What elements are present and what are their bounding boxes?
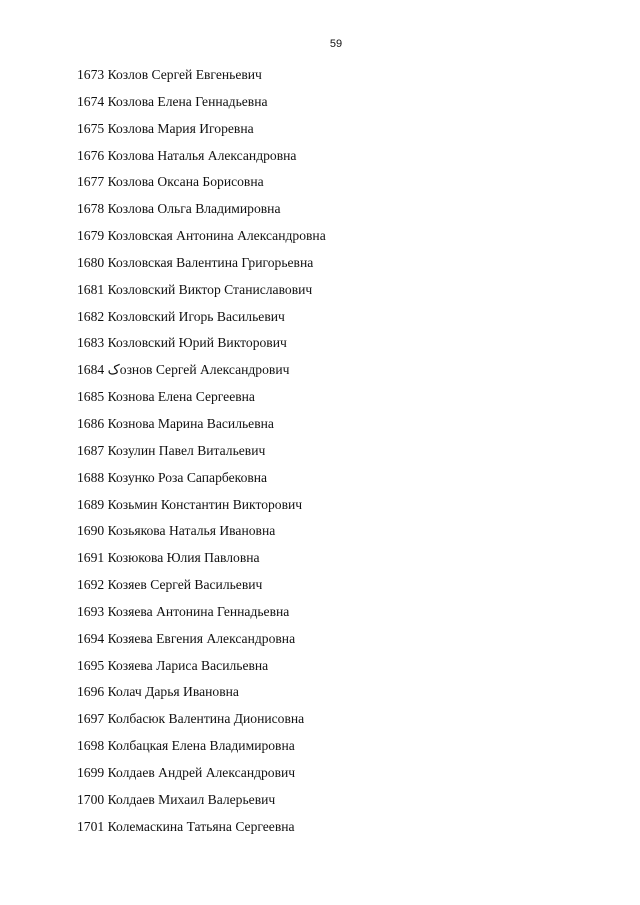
list-item: 1691 Козюкова Юлия Павловна — [77, 550, 260, 566]
list-item: 1696 Колач Дарья Ивановна — [77, 684, 239, 700]
name-list — [77, 66, 326, 844]
list-item: 1680 Козловская Валентина Григорьевна — [77, 254, 314, 270]
list-item: 1677 Козлова Оксана Борисовна — [77, 174, 264, 190]
list-item: 1690 Козьякова Наталья Ивановна — [77, 523, 276, 539]
list-item: 1682 Козловский Игорь Васильевич — [77, 308, 285, 324]
list-item: 1694 Козяева Евгения Александровна — [77, 630, 296, 646]
list-item: 1686 Кознова Марина Васильевна — [77, 415, 274, 431]
list-item: 1675 Козлова Мария Игоревна — [77, 120, 254, 136]
list-item: 1688 Козунко Роза Сапарбековна — [77, 469, 268, 485]
list-item: 1687 Козулин Павел Витальевич — [77, 442, 266, 458]
list-item: 1697 Колбасюк Валентина Дионисовна — [77, 711, 305, 727]
list-item: 1692 Козяев Сергей Васильевич — [77, 577, 263, 593]
list-item: 1695 Козяева Лариса Васильевна — [77, 657, 269, 673]
page-number: 59 — [329, 38, 343, 50]
list-item: 1679 Козловская Антонина Александровна — [77, 228, 326, 244]
list-item: 1701 Колемаскина Татьяна Сергеевна — [77, 818, 295, 834]
list-item: 1684 کознов Сергей Александрович — [77, 362, 290, 378]
list-item: 1700 Колдаев Михаил Валерьевич — [77, 791, 276, 807]
list-item: 1693 Козяева Антонина Геннадьевна — [77, 603, 290, 619]
list-item: 1698 Колбацкая Елена Владимировна — [77, 738, 295, 754]
list-item: 1673 Козлов Сергей Евгеньевич — [77, 67, 262, 82]
list-item: 1681 Козловский Виктор Станиславович — [77, 281, 313, 297]
list-item: 1678 Козлова Ольга Владимировна — [77, 201, 281, 217]
list-item: 1689 Козьмин Константин Викторович — [77, 496, 303, 512]
list-item: 1683 Козловский Юрий Викторович — [77, 335, 287, 351]
list-item: 1685 Кознова Елена Сергеевна — [77, 389, 255, 405]
list-item: 1676 Козлова Наталья Александровна — [77, 147, 297, 163]
list-item: 1674 Козлова Елена Геннадьевна — [77, 93, 268, 109]
list-item: 1699 Колдаев Андрей Александрович — [77, 764, 296, 780]
